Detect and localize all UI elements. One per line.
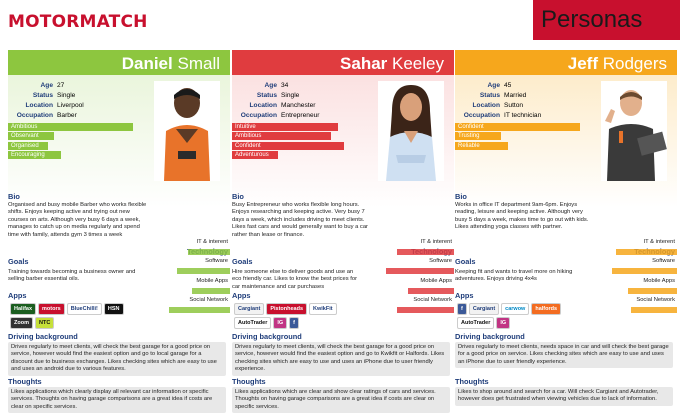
age-value: 27 — [57, 82, 65, 89]
tech-level-bar — [631, 307, 677, 313]
bio-text: Busy Entrepreneur who works flexible long hours. Enjoys researching and keeping active. Very busy 7 days a week, which includes driving to meet clients. Likes fast cars and would generally want to buy a car rather than lease or finance. — [232, 202, 368, 238]
tech-label: IT & interent — [643, 239, 675, 245]
app-logo: HSN — [104, 303, 124, 315]
app-logo: IG — [496, 317, 510, 329]
trait-list — [232, 123, 364, 161]
thoughts-text: Likes to shop around and search for a car. Will check Cargiant and Autotrader, however does get frustrated when viewing vehicles due to lack of information. — [455, 387, 673, 406]
app-logo: AutoTrader — [457, 317, 494, 329]
driving-heading: Driving background — [8, 332, 78, 341]
trait-bar: Confident — [455, 123, 587, 131]
persona-card — [232, 50, 454, 410]
app-logo: f — [457, 303, 467, 315]
driving-text: Drives regularly to meet clients, will check the best garage for a good price on service, however would find the easiest option and go to local garage for a discount due to business exchanges. Likes checking sites which are easy to use and uses an android due to various features. — [8, 342, 226, 376]
bio-text: Works in office IT department 9am-6pm. Enjoys reading, leisure and keeping active. Although very busy 5 days a week, makes time to go out with kids. Likes attending yoga classes with partner. — [455, 202, 589, 231]
page-title: Personas — [533, 0, 680, 40]
goals-heading: Goals — [455, 257, 476, 266]
persona-card — [8, 50, 230, 410]
location-value: Liverpool — [57, 102, 84, 109]
apps-heading: Apps — [8, 291, 27, 300]
app-logo: f — [289, 317, 299, 329]
goals-text: Keeping fit and wants to travel more on hiking adventures. Enjoys driving 4x4s — [455, 269, 573, 283]
apps-heading: Apps — [232, 291, 251, 300]
tech-label: Software — [652, 258, 675, 264]
thoughts-text: Likes applications which clearly display all relevant car information or specific services. Thoughts on having garage comparisons are a great idea if costs are clear on specific services. — [8, 387, 226, 413]
goals-text: Hire someone else to deliver goods and use an eco friendly car. Likes to know the best prices for car maintenance and car purchases — [232, 269, 358, 290]
apps-heading: Apps — [455, 291, 474, 300]
trait-list — [8, 123, 140, 161]
thoughts-heading: Thoughts — [8, 377, 42, 386]
tech-level-bar — [612, 268, 677, 274]
bio-heading: Bio — [455, 192, 467, 201]
trait-bar: Organised — [8, 142, 140, 150]
occupation-value: Entrepreneur — [281, 112, 320, 119]
tech-level-bar — [397, 307, 454, 313]
driving-text: Drives regularly to meet clients, needs space in car and will check the best garage for a good price on service. Likes checking sites which are easy to use and uses an iPhone due to user friendly experience. — [455, 342, 673, 368]
tech-label: IT & interent — [196, 239, 228, 245]
trait-bar: Observant — [8, 132, 140, 140]
trait-list — [455, 123, 587, 151]
age-value: 45 — [504, 82, 512, 89]
persona-details: Age 27 Status Single Location Liverpool Occupation Barber — [16, 82, 84, 119]
persona-photo — [378, 81, 444, 181]
tech-level-bar — [177, 268, 230, 274]
bio-heading: Bio — [8, 192, 20, 201]
status-value: Married — [504, 92, 527, 99]
app-logos — [457, 303, 585, 329]
persona-photo — [154, 81, 220, 181]
app-logo: AutoTrader — [234, 317, 271, 329]
driving-heading: Driving background — [455, 332, 525, 341]
tech-label: Mobile Apps — [643, 278, 675, 284]
goals-heading: Goals — [8, 257, 29, 266]
tech-label: Social Network — [636, 297, 675, 303]
persona-details: Age 34 Status Single Location Manchester Occupation Entrepreneur — [240, 82, 320, 119]
tech-label: Social Network — [413, 297, 452, 303]
app-logo: KwikFit — [309, 303, 337, 315]
tech-label: Mobile Apps — [196, 278, 228, 284]
age-value: 34 — [281, 82, 289, 89]
driving-heading: Driving background — [232, 332, 302, 341]
app-logo: NTC — [35, 317, 54, 329]
tech-level-bar — [397, 249, 454, 255]
bio-text: Organised and busy mobile Barber who works flexible shifts. Enjoys keeping active and trying out new courses on arts. Although very busy 6 days a week, manages to catch up on media regularly and spend time with family, attends gym 3 times a week — [8, 202, 147, 238]
persona-name: Daniel Small — [8, 50, 230, 75]
occupation-value: Barber — [57, 112, 77, 119]
status-value: Single — [281, 92, 300, 99]
trait-bar: Encouraging — [8, 151, 140, 159]
app-logo: halfords — [531, 303, 561, 315]
tech-level-bar — [616, 249, 677, 255]
app-logos — [234, 303, 362, 329]
tech-label: Social Network — [189, 297, 228, 303]
app-logo: Pistonheads — [266, 303, 307, 315]
trait-bar: Intuitive — [232, 123, 364, 131]
trait-bar: Trusting — [455, 132, 587, 140]
tech-level-bar — [628, 288, 677, 294]
thoughts-heading: Thoughts — [232, 377, 266, 386]
goals-text: Training towards becoming a business owner and selling barber essential oils. — [8, 269, 136, 283]
app-logos — [10, 303, 138, 329]
persona-details: Age 45 Status Married Location Sutton Occupation IT technician — [463, 82, 542, 119]
occupation-value: IT technician — [504, 112, 542, 119]
tech-level-bar — [169, 307, 230, 313]
persona-name: Jeff Rodgers — [455, 50, 677, 75]
thoughts-text: Likes applications which are clear and show clear ratings of cars and services. Thoughts on having garage comparisons are a great idea if costs are clear on specific services. — [232, 387, 450, 413]
tech-label: Software — [205, 258, 228, 264]
location-value: Sutton — [504, 102, 524, 109]
app-logo: Zoom — [10, 317, 33, 329]
app-logo: Cargiant — [469, 303, 499, 315]
goals-heading: Goals — [232, 257, 253, 266]
app-logo: Halifax — [10, 303, 36, 315]
trait-bar: Ambitious — [8, 123, 140, 131]
tech-level-bar — [408, 288, 454, 294]
thoughts-heading: Thoughts — [455, 377, 489, 386]
brand-logo: MOTORMATCH — [8, 12, 148, 32]
tech-level-bar — [386, 268, 454, 274]
persona-photo — [601, 81, 667, 181]
app-logo: Cargiant — [234, 303, 264, 315]
location-value: Manchester — [281, 102, 316, 109]
persona-card — [455, 50, 677, 406]
app-logo: IG — [273, 317, 287, 329]
tech-level-bar — [188, 249, 230, 255]
persona-name: Sahar Keeley — [232, 50, 454, 75]
app-logo: motors — [38, 303, 65, 315]
tech-level-bar — [192, 288, 230, 294]
trait-bar: Reliable — [455, 142, 587, 150]
app-logo: BlueChilli! — [67, 303, 102, 315]
tech-label: IT & interent — [420, 239, 452, 245]
driving-text: Drives regularly to meet clients, will check the best garage for a good price on service, however would find the easiest option and go to Kwikfit or Halfords. Likes checking sites which are easy to use and uses an iPhone due to user friendly experience. — [232, 342, 450, 376]
tech-label: Mobile Apps — [420, 278, 452, 284]
tech-label: Software — [429, 258, 452, 264]
status-value: Single — [57, 92, 76, 99]
app-logo: carwow — [501, 303, 529, 315]
trait-bar: Confident — [232, 142, 364, 150]
trait-bar: Adventurous — [232, 151, 364, 159]
bio-heading: Bio — [232, 192, 244, 201]
trait-bar: Ambitious — [232, 132, 364, 140]
